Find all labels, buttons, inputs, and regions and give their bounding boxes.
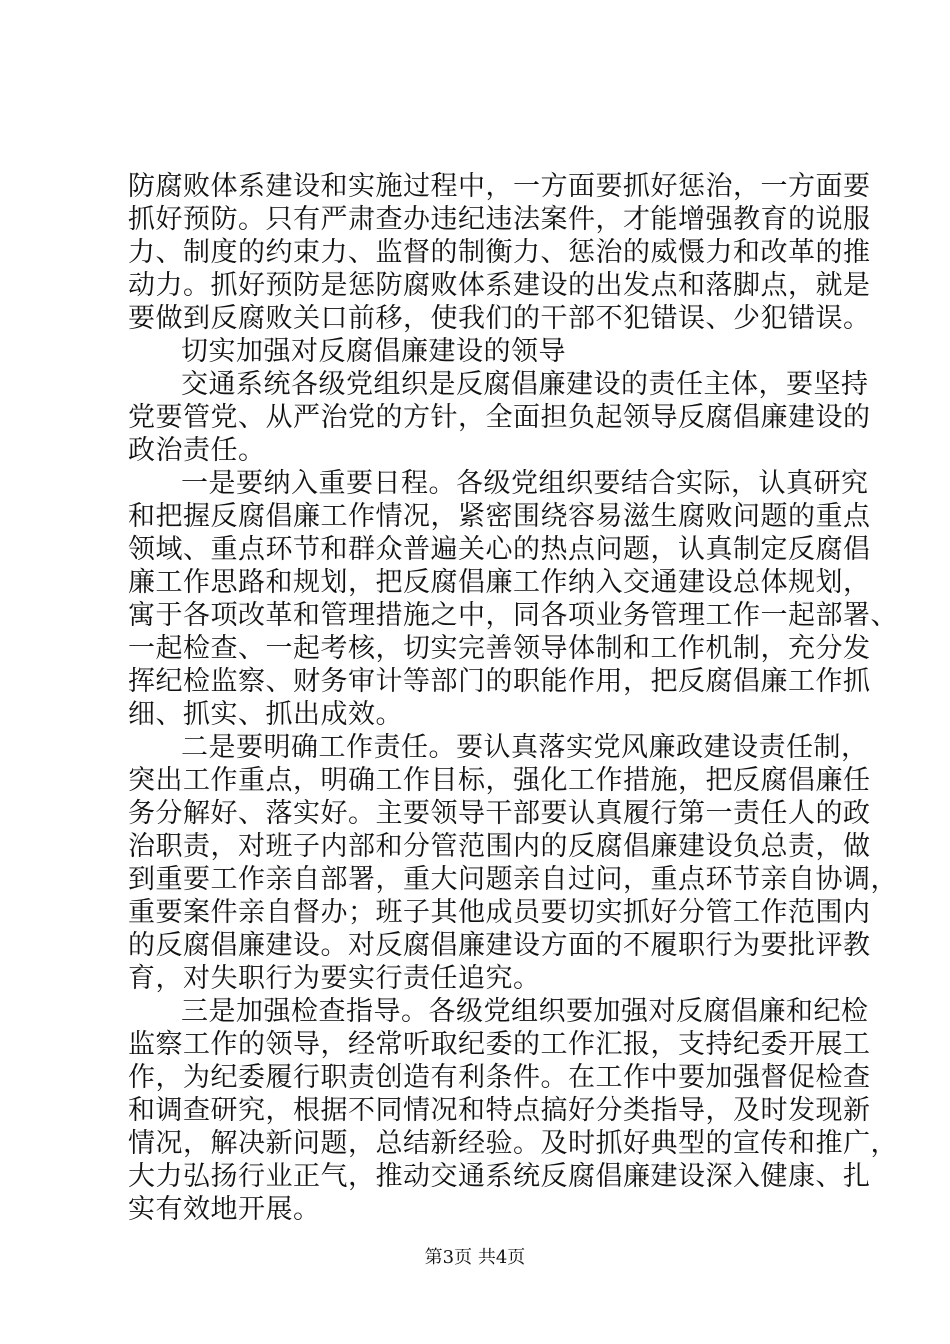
paragraph-line: 抓好预防。只有严肃查办违纪违法案件，才能增强教育的说服 [128,204,871,235]
paragraph-line: 育，对失职行为要实行责任追究。 [128,963,541,994]
paragraph-line: 突出工作重点，明确工作目标，强化工作措施，把反腐倡廉任 [128,765,871,796]
paragraph-line: 寓于各项改革和管理措施之中，同各项业务管理工作一起部署、 [128,600,898,631]
paragraph-line: 廉工作思路和规划，把反腐倡廉工作纳入交通建设总体规划， [128,567,871,598]
paragraph-line: 领域、重点环节和群众普遍关心的热点问题，认真制定反腐倡 [128,534,871,565]
paragraph-line: 交通系统各级党组织是反腐倡廉建设的责任主体，要坚持 [181,369,869,400]
paragraph-line: 二是要明确工作责任。要认真落实党风廉政建设责任制， [181,732,869,763]
paragraph-line: 挥纪检监察、财务审计等部门的职能作用，把反腐倡廉工作抓 [128,666,871,697]
paragraph-line: 一起检查、一起考核，切实完善领导体制和工作机制，充分发 [128,633,871,664]
paragraph-line: 实有效地开展。 [128,1194,321,1225]
page-number-footer: 第3页 共4页 [424,1247,526,1268]
paragraph-line: 力、制度的约束力、监督的制衡力、惩治的威慑力和改革的推 [128,237,871,268]
paragraph-line: 和调查研究，根据不同情况和特点搞好分类指导，及时发现新 [128,1095,871,1126]
section-heading: 切实加强对反腐倡廉建设的领导 [181,336,566,367]
paragraph-line: 防腐败体系建设和实施过程中，一方面要抓好惩治，一方面要 [128,171,871,202]
paragraph-line: 要做到反腐败关口前移，使我们的干部不犯错误、少犯错误。 [128,303,871,334]
paragraph-line: 情况，解决新问题，总结新经验。及时抓好典型的宣传和推广， [128,1128,898,1159]
paragraph-line: 三是加强检查指导。各级党组织要加强对反腐倡廉和纪检 [181,996,869,1027]
paragraph-line: 作，为纪委履行职责创造有利条件。在工作中要加强督促检查 [128,1062,871,1093]
paragraph-line: 治职责，对班子内部和分管范围内的反腐倡廉建设负总责，做 [128,831,871,862]
paragraph-line: 的反腐倡廉建设。对反腐倡廉建设方面的不履职行为要批评教 [128,930,871,961]
paragraph-line: 务分解好、落实好。主要领导干部要认真履行第一责任人的政 [128,798,871,829]
paragraph-line: 动力。抓好预防是惩防腐败体系建设的出发点和落脚点，就是 [128,270,871,301]
paragraph-line: 政治责任。 [128,435,266,466]
paragraph-line: 党要管党、从严治党的方针，全面担负起领导反腐倡廉建设的 [128,402,871,433]
document-body [128,170,898,1226]
paragraph-line: 一是要纳入重要日程。各级党组织要结合实际，认真研究 [181,468,869,499]
paragraph-line: 细、抓实、抓出成效。 [128,699,403,730]
paragraph-line: 到重要工作亲自部署，重大问题亲自过问，重点环节亲自协调， [128,864,898,895]
paragraph-line: 重要案件亲自督办；班子其他成员要切实抓好分管工作范围内 [128,897,871,928]
paragraph-line: 和把握反腐倡廉工作情况，紧密围绕容易滋生腐败问题的重点 [128,501,871,532]
paragraph-line: 监察工作的领导，经常听取纪委的工作汇报，支持纪委开展工 [128,1029,871,1060]
paragraph-line: 大力弘扬行业正气，推动交通系统反腐倡廉建设深入健康、扎 [128,1161,871,1192]
